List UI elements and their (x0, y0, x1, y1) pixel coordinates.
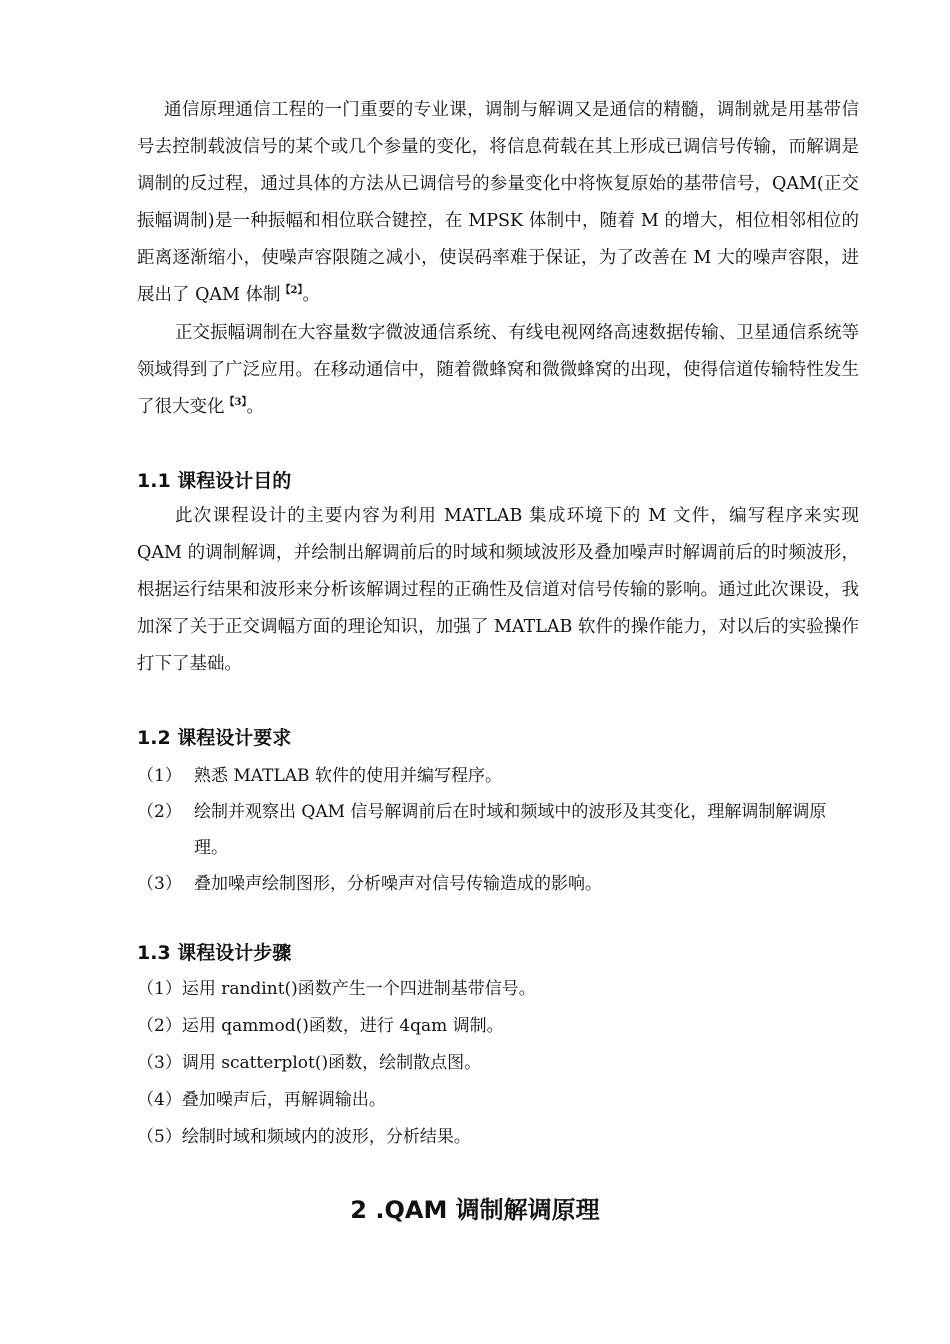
list-item-text: 叠加噪声绘制图形，分析噪声对信号传输造成的影响。 (194, 874, 602, 894)
steps-list (137, 971, 859, 1156)
list-item (137, 758, 859, 794)
section-1-1-heading: 1.1 课程设计目的 (137, 470, 292, 492)
list-item-number: （3） (137, 874, 182, 894)
list-item: （5）绘制时域和频域内的波形，分析结果。 (137, 1127, 471, 1147)
section-1-2-heading: 1.2 课程设计要求 (137, 727, 292, 749)
list-item: （3）调用 scatterplot()函数，绘制散点图。 (137, 1053, 482, 1073)
intro-paragraph-1-end: 。 (302, 285, 320, 305)
section-1-3-heading: 1.3 课程设计步骤 (137, 942, 292, 964)
list-item-text: 熟悉 MATLAB 软件的使用并编写程序。 (194, 766, 502, 786)
list-item-number: （2） (137, 802, 182, 822)
list-item (137, 866, 859, 902)
list-item (137, 794, 859, 866)
list-item: （1）运用 randint()函数产生一个四进制基带信号。 (137, 979, 536, 999)
requirements-list (137, 758, 859, 902)
list-item-text: 绘制并观察出 QAM 信号解调前后在时域和频域中的波形及其变化，理解调制解调原理。 (194, 802, 827, 858)
chapter-2-heading: 2 .QAM 调制解调原理 (350, 1196, 600, 1224)
intro-paragraph-1-text: 通信原理通信工程的一门重要的专业课，调制与解调又是通信的精髓，调制就是用基带信号去控制载波信号的某个或几个参量的变化，将信息荷载在其上形成已调信号传输，而解调是调制的反过程，通过具体的方法从已调信号的参量变化中将恢复原始的基带信号，QAM(正交振幅调制)是一种振幅和相位联合键控，在 MPSK 体制中，随着 M 的增大，相位相邻相位的距离逐渐缩小，使噪声容限随之减小，使误码率难于保证，为了改善在 M 大的噪声容限，进展出了 QAM 体制 (137, 100, 859, 305)
section-1-1-body: 此次课程设计的主要内容为利用 MATLAB 集成环境下的 M 文件，编写程序来实现 QAM 的调制解调，并绘制出解调前后的时域和频域波形及叠加噪声时解调前后的时频波形，根据运行结果和波形来分析该解调过程的正确性及信道对信号传输的影响。通过此次课设，我加深了关于正交调幅方面的理论知识，加强了 MATLAB 软件的操作能力，对以后的实验操作打下了基础。 (137, 506, 859, 674)
citation-3: 【3】 (224, 397, 247, 408)
intro-paragraph-2 (137, 315, 859, 426)
list-item-number: （1） (137, 766, 182, 786)
intro-paragraph-2-text: 正交振幅调制在大容量数字微波通信系统、有线电视网络高速数据传输、卫星通信系统等领域得到了广泛应用。在移动通信中，随着微蜂窝和微微蜂窝的出现，使得信道传输特性发生了很大变化 (137, 323, 859, 417)
list-item: （2）运用 qammod()函数，进行 4qam 调制。 (137, 1016, 504, 1036)
intro-paragraph-1 (137, 92, 859, 314)
list-item: （4）叠加噪声后，再解调输出。 (137, 1090, 386, 1110)
citation-2: 【2】 (280, 285, 303, 296)
intro-paragraph-2-end: 。 (246, 397, 264, 417)
